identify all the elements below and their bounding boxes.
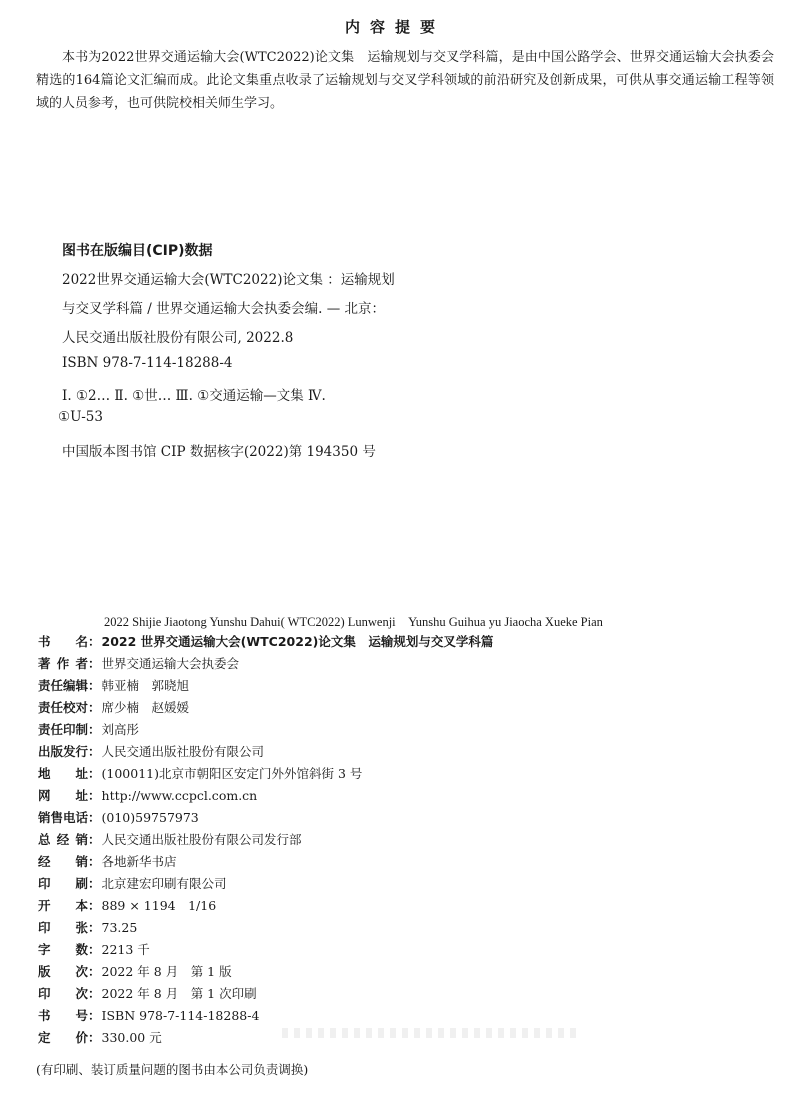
cip-heading: 图书在版编目(CIP)数据 <box>62 243 213 259</box>
cip-line: ①U-53 <box>58 409 103 425</box>
colophon-key: 版 次 <box>38 964 88 979</box>
cip-line: ISBN 978-7-114-18288-4 <box>62 355 233 371</box>
colophon-row-edition: 版 次：2022 年 8 月 第 1 版 <box>38 962 232 982</box>
cip-line: 人民交通出版社股份有限公司, 2022.8 <box>62 330 294 346</box>
colophon-value: 北京建宏印刷有限公司 <box>101 876 227 891</box>
colophon-key: 书 号 <box>38 1008 88 1023</box>
colophon-row-author: 著作者：世界交通运输大会执委会 <box>38 654 239 674</box>
colophon-key: 著作者 <box>38 656 88 671</box>
colophon-row-address: 地 址：(100011)北京市朝阳区安定门外外馆斜街 3 号 <box>38 764 362 784</box>
cip-line: 2022世界交通运输大会(WTC2022)论文集 ：运输规划 <box>62 272 395 288</box>
colophon-row-word-count: 字 数：2213 千 <box>38 940 150 960</box>
colophon-value: 889 × 1194 1/16 <box>101 898 217 913</box>
colophon-row-printer: 印 刷：北京建宏印刷有限公司 <box>38 874 227 894</box>
colophon-value: (100011)北京市朝阳区安定门外外馆斜街 3 号 <box>101 766 363 781</box>
colophon-value: 世界交通运输大会执委会 <box>101 656 240 671</box>
colophon-key: 责任校对 <box>38 700 89 715</box>
colophon-value: 330.00 元 <box>101 1030 162 1045</box>
footer-note: (有印刷、装订质量问题的图书由本公司负责调换) <box>36 1062 309 1077</box>
colophon-key: 出版发行 <box>38 744 89 759</box>
colophon-key: 字 数 <box>38 942 88 957</box>
faint-scan-artifact <box>282 1028 582 1038</box>
colophon-value: 人民交通出版社股份有限公司发行部 <box>101 832 302 847</box>
colophon-value: 2022 年 8 月 第 1 版 <box>101 964 232 979</box>
pinyin-title: 2022 Shijie Jiaotong Yunshu Dahui( WTC2022) Lunwenji Yunshu Guihua yu Jiaocha Xueke Pian <box>104 615 603 629</box>
colophon-value: 席少楠 赵媛媛 <box>101 700 190 715</box>
colophon-value: 刘高彤 <box>101 722 140 737</box>
colophon-row-website: 网 址：http://www.ccpcl.com.cn <box>38 786 257 806</box>
colophon-value: 2213 千 <box>101 942 150 957</box>
colophon-row-isbn: 书 号：ISBN 978-7-114-18288-4 <box>38 1006 259 1026</box>
colophon-value: ISBN 978-7-114-18288-4 <box>101 1008 260 1023</box>
colophon-row-general-distributor: 总经销：人民交通出版社股份有限公司发行部 <box>38 830 302 850</box>
colophon-row-format: 开 本：889 × 1194 1/16 <box>38 896 216 916</box>
colophon-row-title: 书 名：2022 世界交通运输大会(WTC2022)论文集 运输规划与交叉学科篇 <box>38 632 493 652</box>
colophon-value: (010)59757973 <box>101 810 199 825</box>
colophon-value: 2022 世界交通运输大会(WTC2022)论文集 运输规划与交叉学科篇 <box>101 634 494 649</box>
colophon-key: 地 址 <box>38 766 88 781</box>
colophon-key: 印 张 <box>38 920 88 935</box>
colophon-value: 73.25 <box>101 920 138 935</box>
colophon-key: 印 次 <box>38 986 88 1001</box>
colophon-key: 网 址 <box>38 788 88 803</box>
summary-text: 本书为2022世界交通运输大会(WTC2022)论文集 运输规划与交叉学科篇，是由中国公路学会、世界交通运输大会执委会精选的164篇论文汇编而成。此论文集重点收录了运输规划与交叉学科领域的前沿研究及创新成果，可供从事交通运输工程等领域的人员参考，也可供院校相关师生学习。 <box>36 50 774 111</box>
colophon-value: 2022 年 8 月 第 1 次印刷 <box>101 986 257 1001</box>
colophon-key: 定 价 <box>38 1030 88 1045</box>
cip-line: 中国版本图书馆 CIP 数据核字(2022)第 194350 号 <box>62 444 376 460</box>
colophon-row-printing-supervisor: 责任印制：刘高彤 <box>38 720 139 740</box>
colophon-row-publisher: 出版发行：人民交通出版社股份有限公司 <box>38 742 264 762</box>
colophon-key: 总经销 <box>38 832 88 847</box>
colophon-key: 开 本 <box>38 898 88 913</box>
colophon-row-price: 定 价：330.00 元 <box>38 1028 162 1048</box>
colophon-value: 人民交通出版社股份有限公司 <box>101 744 265 759</box>
colophon-value: 各地新华书店 <box>101 854 177 869</box>
colophon-value: 韩亚楠 郭晓旭 <box>101 678 190 693</box>
colophon-key: 经 销 <box>38 854 88 869</box>
cip-line: Ⅰ. ①2… Ⅱ. ①世… Ⅲ. ①交通运输—文集 Ⅳ. <box>62 388 326 404</box>
colophon-key: 责任印制 <box>38 722 89 737</box>
colophon-row-printing: 印 次：2022 年 8 月 第 1 次印刷 <box>38 984 257 1004</box>
colophon-row-proofreader: 责任校对：席少楠 赵媛媛 <box>38 698 189 718</box>
colophon-row-distributor: 经 销：各地新华书店 <box>38 852 177 872</box>
colophon-row-sales-phone: 销售电话：(010)59757973 <box>38 808 199 828</box>
colophon-key: 销售电话 <box>38 810 89 825</box>
colophon-key: 书 名 <box>38 634 88 649</box>
colophon-row-editor: 责任编辑：韩亚楠 郭晓旭 <box>38 676 189 696</box>
summary-title: 内容提要 <box>344 18 445 36</box>
colophon-value: http://www.ccpcl.com.cn <box>101 788 258 803</box>
colophon-key: 责任编辑 <box>38 678 89 693</box>
colophon-row-sheets: 印 张：73.25 <box>38 918 137 938</box>
cip-line: 与交叉学科篇 / 世界交通运输大会执委会编. — 北京： <box>62 301 386 317</box>
colophon-key: 印 刷 <box>38 876 88 891</box>
